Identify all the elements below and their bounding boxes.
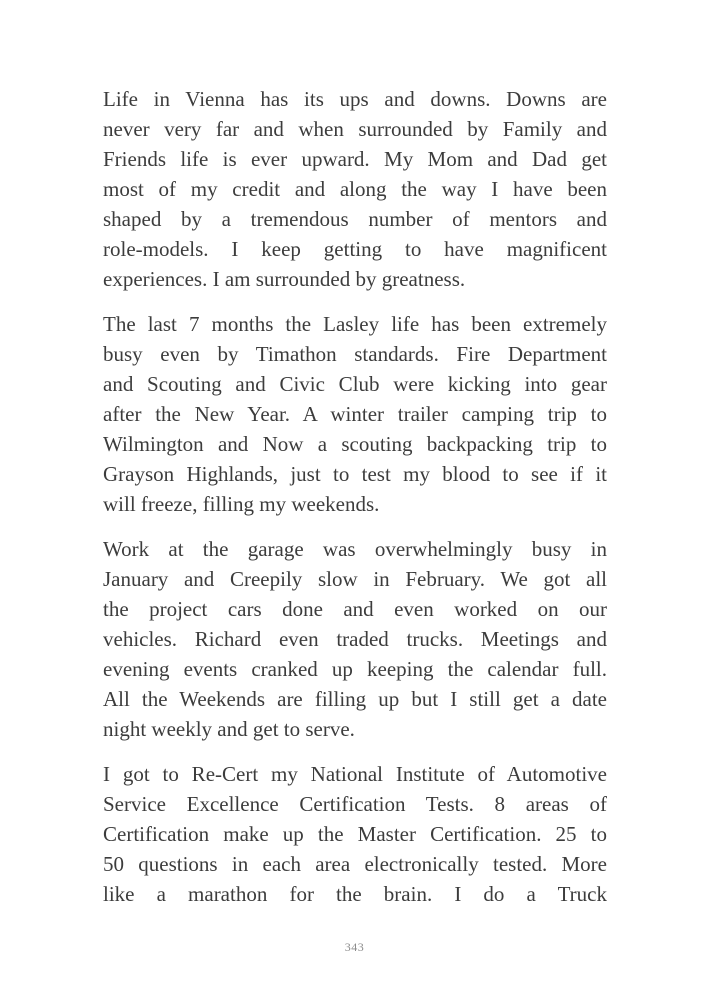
paragraph	[103, 534, 607, 744]
paragraph	[103, 309, 607, 519]
text-line: the project cars done and even worked on our	[103, 597, 607, 621]
text-line: The last 7 months the Lasley life has been extremely	[103, 312, 607, 336]
text-line: night weekly and get to serve.	[103, 717, 355, 741]
page-body	[103, 84, 607, 924]
text-line: most of my credit and along the way I have been	[103, 177, 607, 201]
text-line: Work at the garage was overwhelmingly busy in	[103, 537, 607, 561]
text-line: evening events cranked up keeping the calendar full.	[103, 657, 607, 681]
text-line: Friends life is ever upward. My Mom and Dad get	[103, 147, 607, 171]
text-line: will freeze, filling my weekends.	[103, 492, 380, 516]
page-footer	[0, 938, 709, 956]
text-line: Service Excellence Certification Tests. 8 areas of	[103, 792, 607, 816]
text-line: Wilmington and Now a scouting backpacking trip to	[103, 432, 607, 456]
text-line: and Scouting and Civic Club were kicking into gear	[103, 372, 607, 396]
paragraph	[103, 84, 607, 294]
text-line: January and Creepily slow in February. We got all	[103, 567, 607, 591]
text-line: experiences. I am surrounded by greatness.	[103, 267, 466, 291]
text-line: All the Weekends are filling up but I still get a date	[103, 687, 607, 711]
paragraph	[103, 759, 607, 909]
text-line: Grayson Highlands, just to test my blood to see if it	[103, 462, 607, 486]
text-line: shaped by a tremendous number of mentors and	[103, 207, 607, 231]
text-line: role-models. I keep getting to have magnificent	[103, 237, 607, 261]
text-line: I got to Re-Cert my National Institute of Automotive	[103, 762, 607, 786]
text-line: like a marathon for the brain. I do a Truck	[103, 882, 607, 906]
page-number: 343	[344, 940, 365, 954]
text-line: never very far and when surrounded by Family and	[103, 117, 607, 141]
text-line: Life in Vienna has its ups and downs. Downs are	[103, 87, 607, 111]
text-line: vehicles. Richard even traded trucks. Meetings and	[103, 627, 607, 651]
text-line: 50 questions in each area electronically tested. More	[103, 852, 607, 876]
text-line: after the New Year. A winter trailer camping trip to	[103, 402, 607, 426]
text-line: busy even by Timathon standards. Fire Department	[103, 342, 607, 366]
text-line: Certification make up the Master Certification. 25 to	[103, 822, 607, 846]
